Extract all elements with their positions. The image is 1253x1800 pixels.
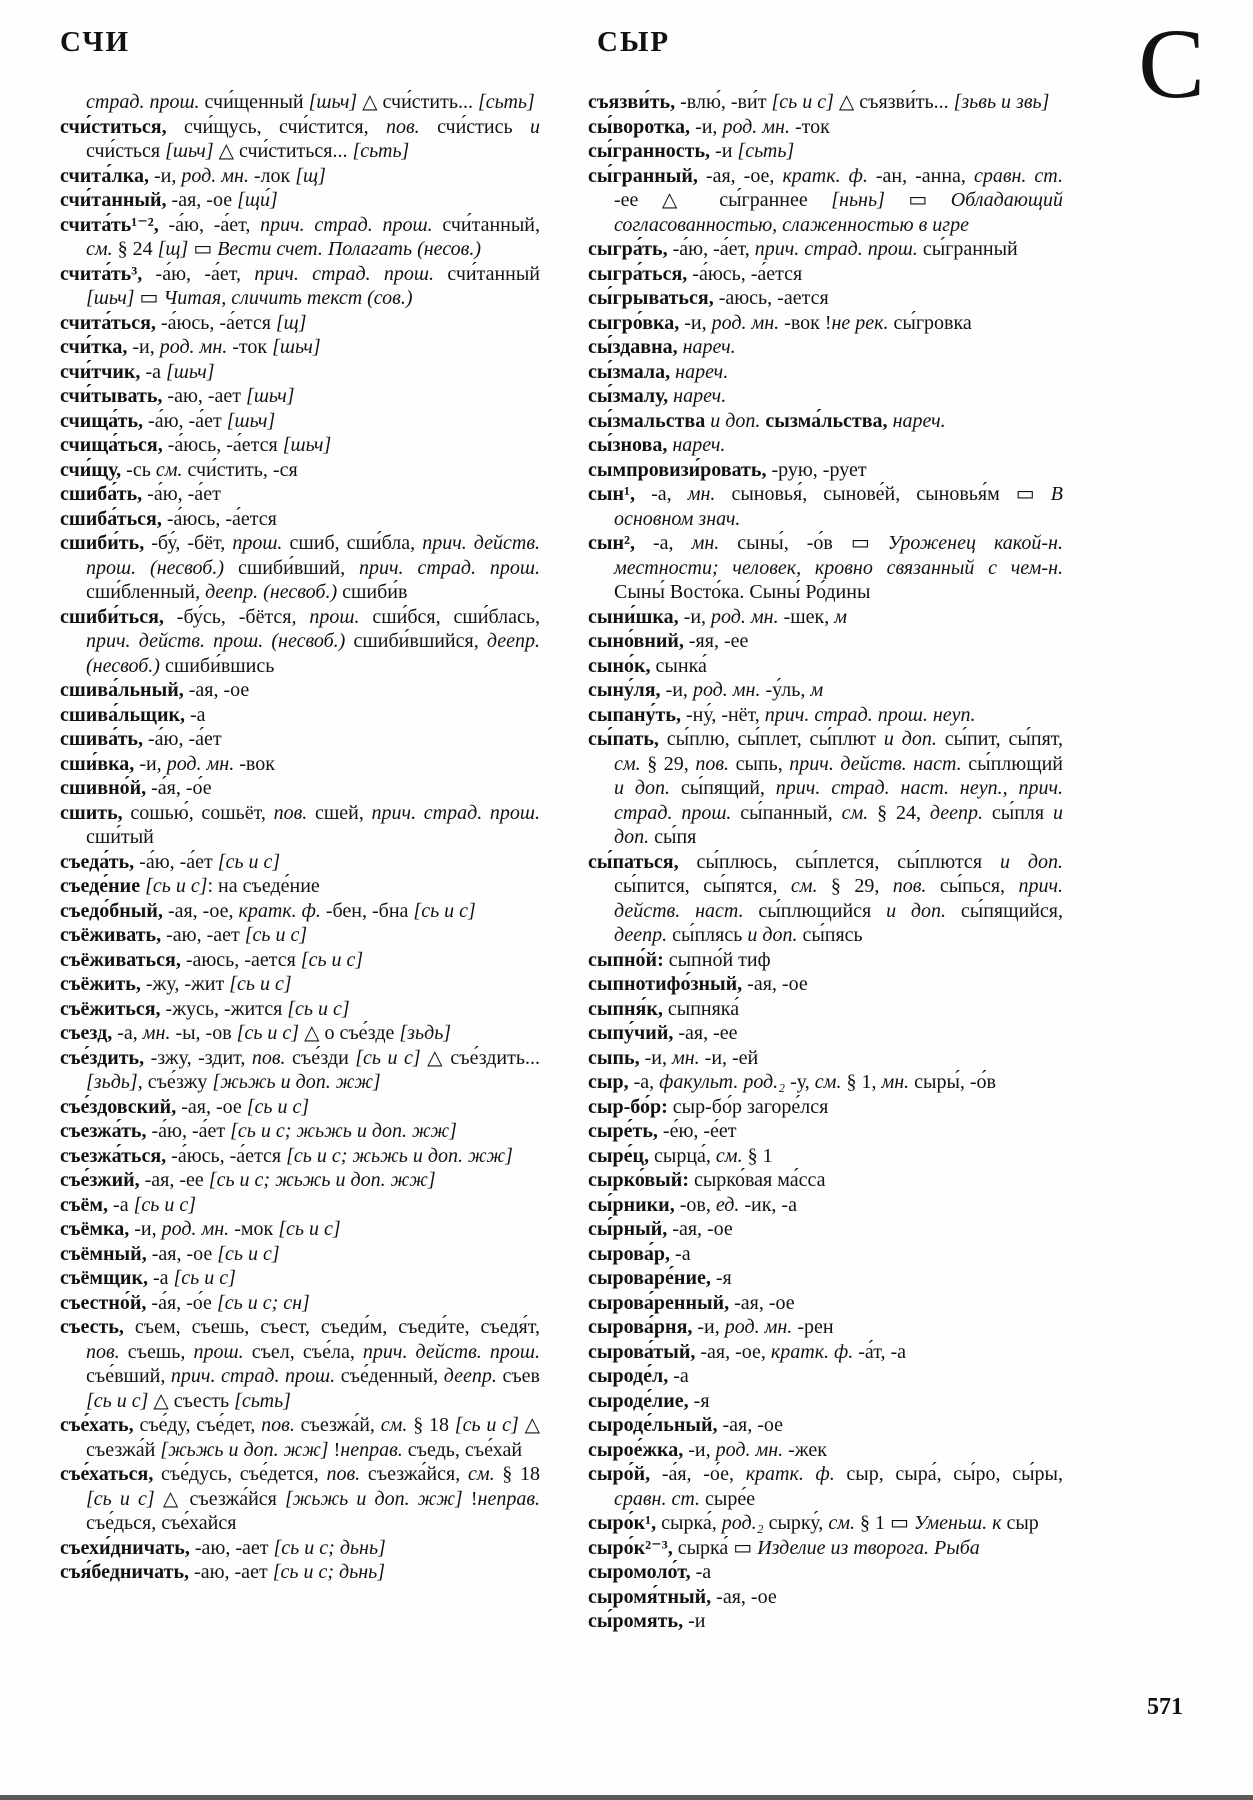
dictionary-entry: сшиби́ть, -бу́, -бёт, прош. сшиб, сши́бла, прич. действ. прош. (несвоб.) сшиби́вший, прич. страд. прош. сши́бленный, деепр. (несвоб.) сшиби́в xyxy=(60,532,541,603)
dictionary-entry: сыпу́чий, -ая, -ее xyxy=(588,1022,738,1044)
dictionary-entry: съёмщик, -а [сь и с] xyxy=(60,1267,236,1289)
dictionary-entry: сын², -а, мн. сыны́, -о́в ▭ Уроженец какой-н. местности; человек, кровно связанный с чем-н. Сыны́ Восто́ка. Сыны́ Ро́дины xyxy=(588,532,1063,603)
dictionary-entry: счи́тывать, -аю, -ает [шьч] xyxy=(60,385,295,407)
dictionary-entry: сшива́ть, -а́ю, -а́ет xyxy=(60,728,222,750)
dictionary-entry: сыпану́ть, -ну́, -нёт, прич. страд. прош. неуп. xyxy=(588,703,976,726)
running-head-left: СЧИ xyxy=(60,26,131,58)
dictionary-entry: сы́рники, -ов, ед. -ик, -а xyxy=(588,1193,797,1216)
dictionary-entry: съе́зжий, -ая, -ее [сь и с; жьжь и доп. жж] xyxy=(60,1169,436,1191)
left-column xyxy=(60,90,540,1634)
dictionary-entry: сшива́льный, -ая, -ое xyxy=(60,679,250,701)
page-number: 571 xyxy=(1147,1694,1183,1720)
dictionary-entry: съезжа́ть, -а́ю, -а́ет [сь и с; жьжь и доп. жж] xyxy=(60,1120,457,1142)
dictionary-entry: счи́щу, -сь см. счи́стить, -ся xyxy=(60,458,298,481)
dictionary-entry: сыроде́льный, -ая, -ое xyxy=(588,1414,784,1436)
dictionary-entry: счища́ть, -а́ю, -а́ет [шьч] xyxy=(60,409,276,432)
dictionary-entry: сы́гранный, -ая, -ое, кратк. ф. -ан, -анна, сравн. ст. -ее △ сы́граннее [ньнь] ▭ Обладающий согласованностью, слаженностью в игре xyxy=(588,164,1063,236)
dictionary-entry: сымпровизи́ровать, -рую, -рует xyxy=(588,458,867,481)
dictionary-entry: счита́ть³, -а́ю, -а́ет, прич. страд. прош. счи́танный [шьч] ▭ Читая, сличить текст (сов.) xyxy=(60,262,540,309)
dictionary-entry: съязви́ть, -влю́, -ви́т [сь и с] △ съязви́ть... [зьвь и звь] xyxy=(588,91,1050,113)
dictionary-entry: сшить, сошью́, сошьёт, пов. сшей, прич. страд. прош. сши́тый xyxy=(60,801,541,848)
dictionary-entry: сыгра́ться, -а́юсь, -а́ется xyxy=(588,262,803,285)
section-letter: С xyxy=(1138,8,1205,119)
dictionary-entry: счи́танный, -ая, -ое [щи́] xyxy=(60,189,278,211)
dictionary-entry: сырова́ренный, -ая, -ое xyxy=(588,1291,795,1314)
dictionary-entry: сы́грываться, -аюсь, -ается xyxy=(588,287,829,309)
dictionary-entry: съя́бедничать, -аю, -ает [сь и с; дьнь] xyxy=(60,1561,386,1583)
dictionary-entry: съедо́бный, -ая, -ое, кратк. ф. -бен, -бна [сь и с] xyxy=(60,899,476,922)
dictionary-entry: сы́гранность, -и [сьть] xyxy=(588,140,795,162)
scan-edge-artifact xyxy=(0,1795,1253,1800)
dictionary-entry: сшивно́й, -а́я, -о́е xyxy=(60,777,212,799)
dictionary-entry: сыни́шка, -и, род. мн. -шек, м xyxy=(588,605,847,628)
dictionary-entry: сыроде́лие, -я xyxy=(588,1389,710,1412)
dictionary-entry: сы́воротка, -и, род. мн. -ток xyxy=(588,115,830,138)
dictionary-entry: сшиба́ться, -а́юсь, -а́ется xyxy=(60,507,277,530)
dictionary-entry: сыре́ть, -е́ю, -е́ет xyxy=(588,1120,737,1142)
dictionary-entry: сши́вка, -и, род. мн. -вок xyxy=(60,752,275,775)
dictionary-entry: страд. прош. счи́щенный [шьч] △ счи́стить... [сьть] xyxy=(86,91,535,113)
dictionary-entry: сы́здавна, нареч. xyxy=(588,336,736,358)
dictionary-entry: съеда́ть, -а́ю, -а́ет [сь и с] xyxy=(60,850,281,873)
dictionary-entry: сыромя́тный, -ая, -ое xyxy=(588,1585,777,1608)
dictionary-entry: сыгро́вка, -и, род. мн. -вок !не рек. сы́гровка xyxy=(588,311,972,334)
dictionary-entry: сшиба́ть, -а́ю, -а́ет xyxy=(60,483,221,505)
dictionary-entry: сыпнотифо́зный, -ая, -ое xyxy=(588,973,808,995)
dictionary-entry: сыроде́л, -а xyxy=(588,1365,689,1387)
dictionary-entry: сы́пать, сы́плю, сы́плет, сы́плют и доп. сы́пит, сы́пят, см. § 29, пов. сыпь, прич. действ. наст. сы́плющий и доп. сы́пящий, прич. страд. наст. неуп., прич. страд. прош. сы́панный, см. § 24, деепр. сы́пля и доп. сы́пя xyxy=(588,728,1064,848)
dictionary-entry: сшиби́ться, -бу́сь, -бётся, прош. сши́бся, сши́блась, прич. действ. прош. (несвоб.) сшиби́вшийся, деепр. (несвоб.) сшиби́вшись xyxy=(60,605,540,677)
dictionary-entry: съёжить, -жу, -жит [сь и с] xyxy=(60,973,292,995)
dictionary-entry: сы́змала, нареч. xyxy=(588,360,729,383)
dictionary-entry: сыро́к²⁻³, сырка́ ▭ Изделие из творога. Рыба xyxy=(588,1536,980,1559)
dictionary-entry: сыно́вний, -яя, -ее xyxy=(588,630,749,652)
dictionary-entry: сыро́к¹, сырка́, род.₂ сырку́, см. § 1 ▭ Уменьш. к сыр xyxy=(588,1512,1039,1534)
dictionary-entry: счита́ть¹⁻², -а́ю, -а́ет, прич. страд. прош. счи́танный, см. § 24 [щ] ▭ Вести счет. Полагать (несов.) xyxy=(60,213,540,260)
dictionary-entry: счита́лка, -и, род. мн. -лок [щ] xyxy=(60,164,326,187)
dictionary-entry: счи́ститься, счи́щусь, счи́стится, пов. счи́стись и счи́сться [шьч] △ счи́ститься... [сьть] xyxy=(60,115,540,162)
dictionary-entry: сыпь, -и, мн. -и, -ей xyxy=(588,1046,759,1069)
dictionary-entry: сы́змалу, нареч. xyxy=(588,385,727,407)
dictionary-entry: съе́хаться, съе́дусь, съе́дется, пов. съезжа́йся, см. § 18 [сь и с] △ съезжа́йся [жьжь и доп. жж] !неправ. съе́дься, съе́хайся xyxy=(60,1463,541,1534)
dictionary-entry: съёживать, -аю, -ает [сь и с] xyxy=(60,924,308,946)
dictionary-entry: счи́тка, -и, род. мн. -ток [шьч] xyxy=(60,336,321,358)
dictionary-entry: съёжиться, -жусь, -жится [сь и с] xyxy=(60,997,350,1020)
dictionary-entry: сырое́жка, -и, род. мн. -жек xyxy=(588,1438,827,1461)
dictionary-entry: съестно́й, -а́я, -о́е [сь и с; сн] xyxy=(60,1291,310,1314)
dictionary-entry: сы́ромять, -и xyxy=(588,1610,706,1632)
dictionary-entry: сыре́ц, сырца́, см. § 1 xyxy=(588,1144,773,1167)
dictionary-entry: сыпня́к, сыпняка́ xyxy=(588,997,740,1020)
text-block xyxy=(60,90,1063,1634)
dictionary-entry: сыну́ля, -и, род. мн. -у́ль, м xyxy=(588,679,824,701)
dictionary-entry: счита́ться, -а́юсь, -а́ется [щ] xyxy=(60,311,307,334)
dictionary-entry: сыгра́ть, -а́ю, -а́ет, прич. страд. прош. сы́гранный xyxy=(588,238,1018,260)
dictionary-entry: сырова́р, -а xyxy=(588,1242,691,1265)
dictionary-entry: съёмный, -ая, -ое [сь и с] xyxy=(60,1242,280,1265)
dictionary-entry: сы́паться, сы́плюсь, сы́плется, сы́плются и доп. сы́пится, сы́пятся, см. § 29, пов. сы́пься, прич. действ. наст. сы́плющийся и доп. сы́пящийся, деепр. сы́плясь и доп. сы́пясь xyxy=(588,850,1064,946)
dictionary-entry: сыр-бо́р: сыр-бо́р загоре́лся xyxy=(588,1095,829,1118)
dictionary-entry: сыпно́й: сыпно́й тиф xyxy=(588,948,771,971)
dictionary-entry: счища́ться, -а́юсь, -а́ется [шьч] xyxy=(60,434,332,456)
dictionary-entry: съёживаться, -аюсь, -ается [сь и с] xyxy=(60,948,364,971)
dictionary-entry: съезжа́ться, -а́юсь, -а́ется [сь и с; жьжь и доп. жж] xyxy=(60,1144,513,1167)
dictionary-entry: сы́рный, -ая, -ое xyxy=(588,1218,733,1240)
dictionary-entry: съезд, -а, мн. -ы, -ов [сь и с] △ о съе́зде [зьдь] xyxy=(60,1022,452,1044)
dictionary-entry: сшива́льщик, -а xyxy=(60,703,206,726)
dictionary-entry: сыроваре́ние, -я xyxy=(588,1267,732,1289)
dictionary-entry: съесть, съем, съешь, съест, съеди́м, съеди́те, съедя́т, пов. съешь, прош. съел, съе́ла, прич. действ. прош. съе́вший, прич. страд. прош. съе́денный, деепр. съев [сь и с] △ съесть [сьть] xyxy=(60,1316,540,1412)
dictionary-entry: сыро́й, -а́я, -о́е, кратк. ф. сыр, сыра́, сы́ро, сы́ры, сравн. ст. сыре́е xyxy=(588,1463,1063,1510)
dictionary-entry: сырова́тый, -ая, -ое, кратк. ф. -а́т, -а xyxy=(588,1340,907,1363)
dictionary-entry: сырова́рня, -и, род. мн. -рен xyxy=(588,1316,834,1338)
dictionary-entry: счи́тчик, -а [шьч] xyxy=(60,360,215,383)
dictionary-entry: съе́здовский, -ая, -ое [сь и с] xyxy=(60,1095,310,1118)
dictionary-entry: сы́змальства и доп. сызма́льства, нареч. xyxy=(588,409,946,432)
dictionary-entry: съёмка, -и, род. мн. -мок [сь и с] xyxy=(60,1218,341,1240)
running-head-right: СЫР xyxy=(597,26,671,58)
dictionary-entry: сыромоло́т, -а xyxy=(588,1561,712,1583)
dictionary-entry: сыно́к, сынка́ xyxy=(588,654,707,677)
dictionary-entry: съехи́дничать, -аю, -ает [сь и с; дьнь] xyxy=(60,1536,386,1559)
dictionary-entry: съе́хать, съе́ду, съе́дет, пов. съезжа́й, см. § 18 [сь и с] △ съезжа́й [жьжь и доп. жж] !неправ. съедь, съе́хай xyxy=(60,1414,541,1461)
dictionary-entry: сыр, -а, факульт. род.₂ -у, см. § 1, мн. сыры́, -о́в xyxy=(588,1071,996,1093)
dictionary-entry: съеде́ние [сь и с]: на съеде́ние xyxy=(60,875,320,897)
dictionary-entry: съе́здить, -зжу, -здит, пов. съе́зди [сь и с] △ съе́здить... [зьдь], съе́зжу [жьжь и доп. жж] xyxy=(60,1046,541,1093)
dictionary-entry: сы́знова, нареч. xyxy=(588,434,726,456)
dictionary-entry: съём, -а [сь и с] xyxy=(60,1193,197,1216)
right-column xyxy=(588,90,1063,1634)
dictionary-entry: сырко́вый: сырко́вая ма́сса xyxy=(588,1169,826,1191)
dictionary-entry: сын¹, -а, мн. сыновья́, сынове́й, сыновья́м ▭ В основном знач. xyxy=(588,483,1063,530)
